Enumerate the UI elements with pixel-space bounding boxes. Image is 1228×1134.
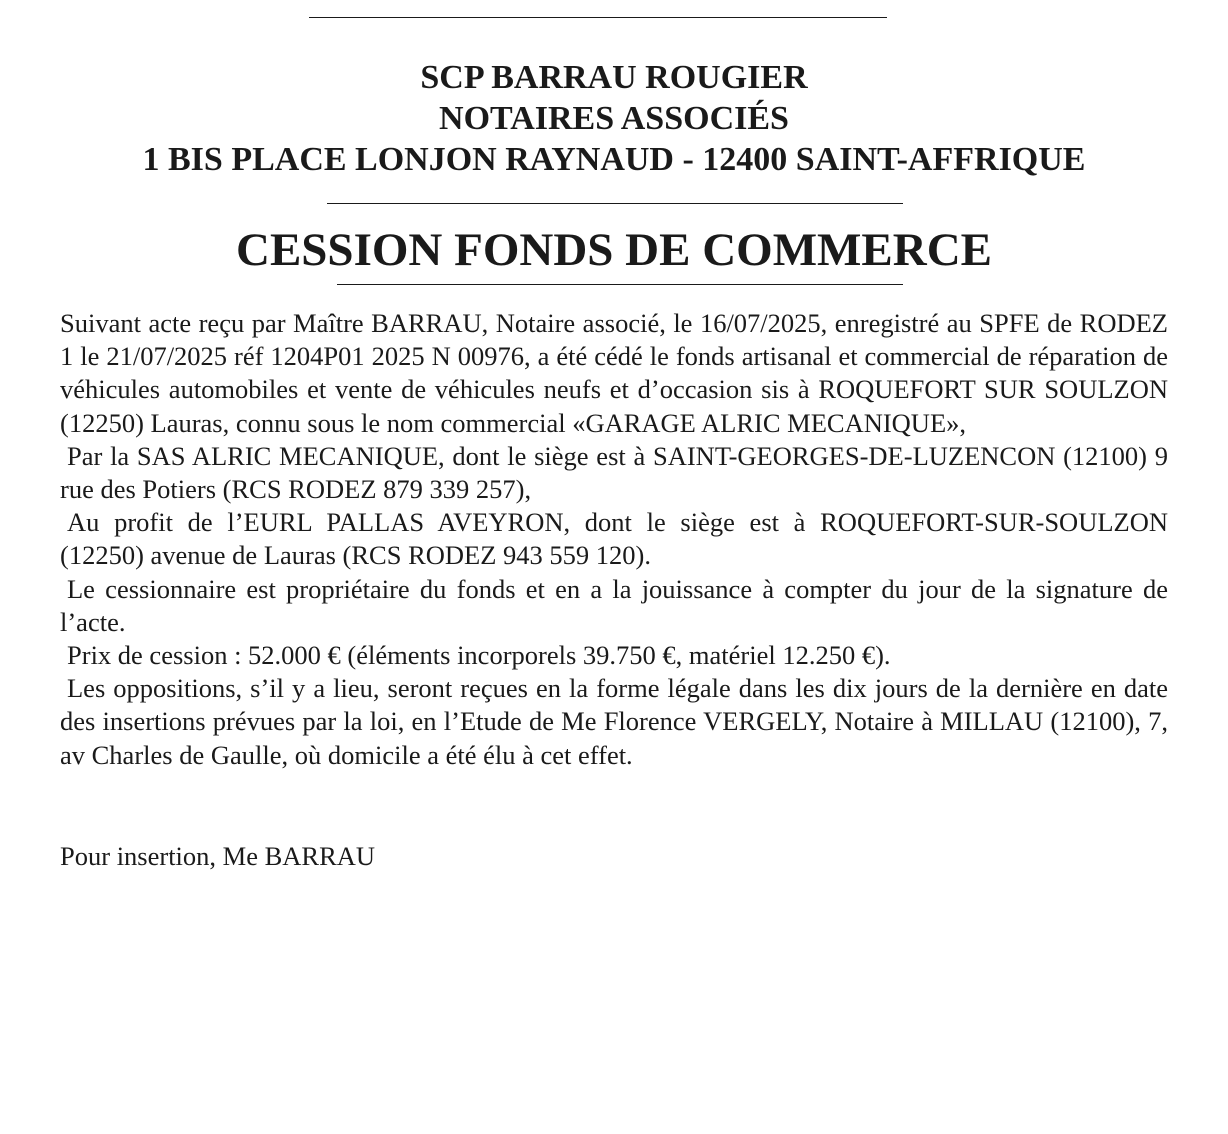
paragraph-oppositions: Les oppositions, s’il y a lieu, seront reçues en la forme légale dans les dix jours de la dernière en date des insertions prévues par la loi, en l’Etude de Me Florence VERGELY, Notaire à MILLAU (12100), 7, av Charles de Gaulle, où domicile a été élu à cet effet.: [60, 673, 1168, 770]
notary-firm-name: SCP BARRAU ROUGIER: [420, 59, 808, 96]
top-divider: [309, 17, 887, 18]
notary-header: [0, 57, 1228, 180]
paragraph-price: Prix de cession : 52.000 € (éléments incorporels 39.750 €, matériel 12.250 €).: [67, 640, 891, 671]
signature-line: Pour insertion, Me BARRAU: [60, 841, 376, 871]
paragraph-seller: Par la SAS ALRIC MECANIQUE, dont le siège est à SAINT-GEORGES-DE-LUZENCON (12100) 9 rue des Potiers (RCS RODEZ 879 339 257),: [60, 440, 1168, 505]
notice-title: CESSION FONDS DE COMMERCE: [236, 224, 992, 276]
header-divider: [327, 203, 903, 204]
title-underline: [337, 284, 903, 285]
notary-address: 1 BIS PLACE LONJON RAYNAUD - 12400 SAINT-AFFRIQUE: [142, 141, 1086, 178]
paragraph-possession: Le cessionnaire est propriétaire du fonds et en a la jouissance à compter du jour de la signature de l’acte.: [60, 573, 1168, 637]
paragraph-deed: Suivant acte reçu par Maître BARRAU, Notaire associé, le 16/07/2025, enregistré au SPFE de RODEZ 1 le 21/07/2025 réf 1204P01 2025 N 00976, a été cédé le fonds artisanal et commercial de réparation de véhicules automobiles et vente de véhicules neufs et d’occasion sis à ROQUEFORT SUR SOULZON (12250) Lauras, connu sous le nom commercial «GARAGE ALRIC MECANIQUE»,: [60, 308, 1168, 438]
paragraph-buyer: Au profit de l’EURL PALLAS AVEYRON, dont le siège est à ROQUEFORT-SUR-SOULZON (12250) avenue de Lauras (RCS RODEZ 943 559 120).: [60, 507, 1168, 571]
notary-firm-subtitle: NOTAIRES ASSOCIÉS: [439, 100, 789, 137]
notice-body: [60, 307, 1168, 772]
